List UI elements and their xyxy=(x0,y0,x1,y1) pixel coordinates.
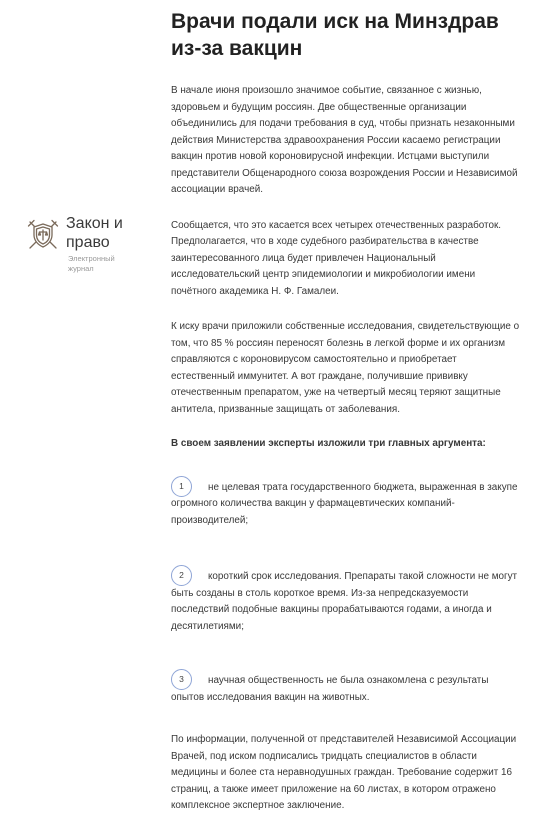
article xyxy=(171,8,523,815)
article-paragraph: К иску врачи приложили собственные исследования, свидетельствующие о том, что 85 % россиян переносят болезнь в легкой форме и их организм справляются с короновирусом самостоятельно и приобретает естественный иммунитет. А вот граждане, получившие прививку отечественным препаратом, уже на четвертый месяц теряют защитные антитела, призванные защищать от заболевания. xyxy=(171,321,520,415)
journal-logo[interactable] xyxy=(26,214,146,274)
arguments-lead: В своем заявлении эксперты изложили три главных аргумента: xyxy=(171,438,486,449)
journal-name-line2: право xyxy=(66,234,110,251)
argument-item xyxy=(171,480,523,530)
argument-text: не целевая трата государственного бюджета, выраженная в закупе огромного количества вакцин у фармацевтических компаний-производителей; xyxy=(171,481,518,526)
argument-item xyxy=(171,569,523,635)
article-paragraph-closing: По информации, полученной от представителей Независимой Ассоциации Врачей, под иском подписались тридцать специалистов в области медицины и более ста неравнодушных граждан. Требование содержит 16 страниц, а также имеет приложение на 60 листах, в котором отражено комплексное экспертное заключение. xyxy=(171,734,517,811)
shield-swords-emblem-icon xyxy=(26,218,60,252)
journal-name xyxy=(66,214,123,252)
article-paragraph: Сообщается, что это касается всех четырех отечественных разработок. Предполагается, что в ходе судебного разбирательства в качестве заинтересованного лица будет привлечен Национальный исследовательский центр эпидемиологии и микробиологии имени почётного академика Н. Ф. Гамалеи. xyxy=(171,219,502,297)
logo-row xyxy=(26,214,146,252)
article-paragraph: В начале июня произошло значимое событие, связанное с жизнью, здоровьем и будущим россиян. Две общественные организации объединились для подачи требования в суд, чтобы признать незаконными действия Министерства здравоохранения России касаемо регистрации вакцин против новой короновирусной инфекции. Истцами выступили представители Общенародного союза возрождения России и Независимой ассоциации врачей. xyxy=(171,85,518,195)
argument-number-badge: 1 xyxy=(171,476,192,497)
argument-text: научная общественность не была ознакомлена с результаты опытов исследования вакцин на животных. xyxy=(171,675,489,703)
journal-name-line1: Закон и xyxy=(66,215,123,232)
journal-subtitle: Электронный журнал xyxy=(68,254,115,273)
argument-item xyxy=(171,673,523,706)
argument-text: короткий срок исследования. Препараты такой сложности не могут быть созданы в столь короткое время. Из-за непредсказуемости последствий подобные вакцины прорабатываются годами, а иногда и десятилетиями; xyxy=(171,571,518,632)
argument-number-badge: 3 xyxy=(171,669,192,690)
argument-number-badge: 2 xyxy=(171,565,192,586)
article-title: Врачи подали иск на Минздрав из-за вакцин xyxy=(171,10,499,60)
